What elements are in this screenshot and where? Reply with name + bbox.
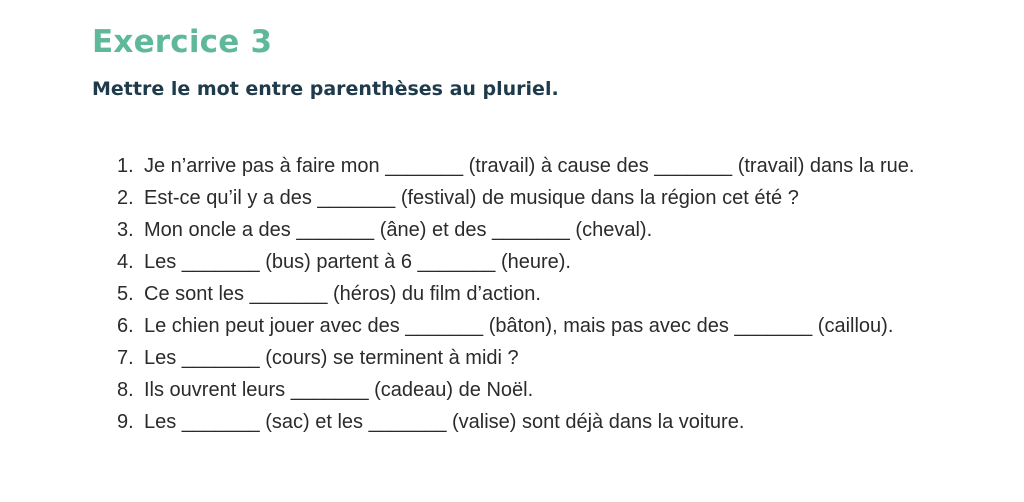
- item-text: Je n’arrive pas à faire mon _______ (travail) à cause des _______ (travail) dans la rue.: [144, 155, 915, 177]
- exercise-item-5: [117, 278, 977, 310]
- item-text: Ils ouvrent leurs _______ (cadeau) de Noël.: [144, 379, 534, 401]
- item-text: Les _______ (sac) et les _______ (valise) sont déjà dans la voiture.: [144, 411, 745, 433]
- exercise-item-6: [117, 310, 977, 342]
- exercise-item-2: [117, 182, 977, 214]
- item-text: Mon oncle a des _______ (âne) et des _______ (cheval).: [144, 219, 653, 241]
- item-number: 7.: [117, 347, 134, 369]
- item-text: Ce sont les _______ (héros) du film d’action.: [144, 283, 541, 305]
- item-number: 8.: [117, 379, 134, 401]
- item-text: Les _______ (bus) partent à 6 _______ (heure).: [144, 251, 571, 273]
- item-number: 2.: [117, 187, 134, 209]
- exercise-list: [117, 150, 977, 438]
- exercise-instruction: Mettre le mot entre parenthèses au pluriel.: [92, 78, 559, 100]
- item-text: Est-ce qu’il y a des _______ (festival) de musique dans la région cet été ?: [144, 187, 799, 209]
- exercise-item-8: [117, 374, 977, 406]
- exercise-item-3: [117, 214, 977, 246]
- item-text: Le chien peut jouer avec des _______ (bâton), mais pas avec des _______ (caillou).: [144, 315, 894, 337]
- item-number: 5.: [117, 283, 134, 305]
- item-number: 1.: [117, 155, 134, 177]
- item-number: 9.: [117, 411, 134, 433]
- exercise-item-4: [117, 246, 977, 278]
- exercise-title: Exercice 3: [92, 24, 273, 60]
- item-number: 3.: [117, 219, 134, 241]
- item-text: Les _______ (cours) se terminent à midi ?: [144, 347, 519, 369]
- item-number: 4.: [117, 251, 134, 273]
- exercise-item-9: [117, 406, 977, 438]
- item-number: 6.: [117, 315, 134, 337]
- exercise-item-1: [117, 150, 977, 182]
- exercise-item-7: [117, 342, 977, 374]
